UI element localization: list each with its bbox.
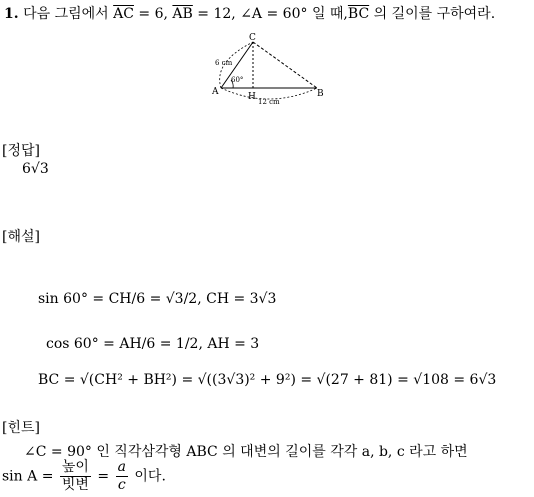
explanation-line-1: sin 60° = CH/6 = √3/2, CH = 3√3 bbox=[38, 291, 277, 307]
label-c: C bbox=[249, 33, 256, 43]
label-h: H bbox=[248, 92, 256, 102]
hint-frac-c: c bbox=[117, 477, 126, 493]
hint-equals: = bbox=[97, 468, 110, 485]
question-text-mid: 일 때, bbox=[311, 6, 348, 22]
label-b: B bbox=[317, 89, 324, 99]
hint-line-2 bbox=[2, 459, 166, 494]
label-a: A bbox=[212, 87, 219, 97]
explanation-line-2: cos 60° = AH/6 = 1/2, AH = 3 bbox=[46, 336, 260, 352]
hint-suffix: 이다. bbox=[134, 468, 166, 485]
hint-numerator: 높이 bbox=[61, 459, 89, 475]
segment-ab-value: = 12, bbox=[197, 6, 236, 22]
segment-ab: $\overline{AB}$ bbox=[172, 6, 193, 22]
segment-ac-value: = 6, bbox=[138, 6, 168, 22]
hint-frac-a: a bbox=[117, 459, 126, 475]
hint-frac-letters bbox=[116, 459, 128, 494]
question-text-after: 의 길이를 구하여라. bbox=[373, 6, 496, 22]
hint-denominator: 빗변 bbox=[61, 477, 89, 493]
triangle-figure bbox=[205, 30, 330, 110]
hint-sin-prefix: sin A = bbox=[2, 468, 54, 485]
hint-line-1: ∠C = 90° 인 직각삼각형 ABC 의 대변의 길이를 각각 a, b, c 라고 하면 bbox=[24, 444, 468, 460]
side-bc bbox=[253, 42, 317, 88]
segment-ac: $\overline{AC}$ bbox=[113, 6, 134, 22]
hint-frac-words bbox=[60, 459, 91, 494]
answer-value: 6√3 bbox=[22, 161, 49, 177]
explanation-line-3: BC = √(CH² + BH²) = √((3√3)² + 9²) = √(27 + 81) = √108 = 6√3 bbox=[38, 372, 497, 388]
explanation-heading: [해설] bbox=[2, 229, 40, 245]
segment-bc: $\overline{BC}$ bbox=[347, 6, 370, 22]
label-angle: 60° bbox=[231, 76, 244, 84]
question bbox=[4, 3, 495, 23]
hint-heading: [힌트] bbox=[2, 420, 40, 436]
question-number: 1. bbox=[4, 6, 19, 22]
label-side-ab: 12 cm bbox=[258, 98, 280, 106]
question-text-before: 다음 그림에서 bbox=[23, 6, 109, 22]
answer-heading: [정답] bbox=[2, 143, 40, 159]
angle-a: ∠A = 60° bbox=[240, 6, 308, 22]
label-side-ac: 6 cm bbox=[215, 59, 233, 67]
